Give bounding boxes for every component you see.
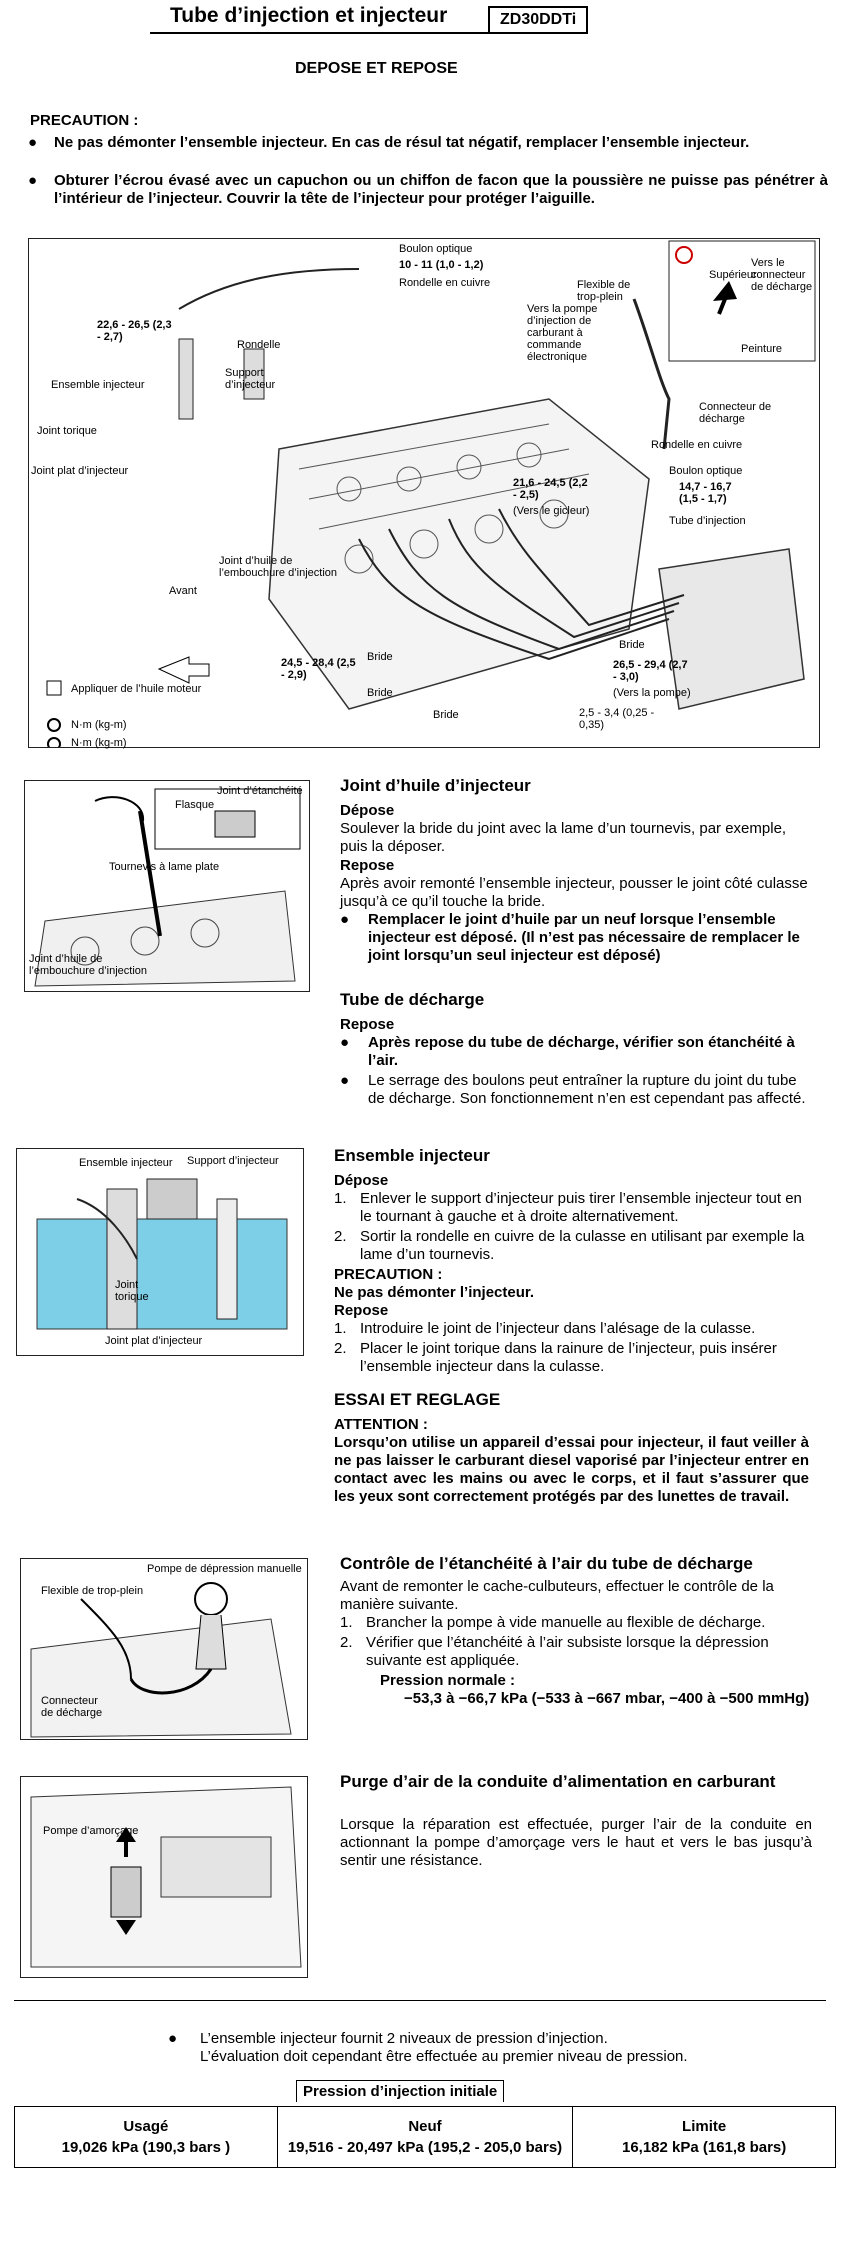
table-row (15, 2107, 836, 2168)
subheading-repose: Repose (340, 1016, 395, 1033)
repose-bullet-text: Remplacer le joint d’huile par un neuf lorsque l’ensemble injecteur est déposé. (Il n’est pas nécessaire de remplacer le joint lorsqu’un seul injecteur est déposé) (368, 911, 800, 964)
label-vers-connecteur: Vers le connecteur de décharge (751, 257, 813, 293)
bullet-icon: ● (340, 1034, 350, 1051)
label-boulon-optique: Boulon optique (669, 465, 743, 477)
label-connecteur: Connecteur de décharge (41, 1695, 103, 1719)
list-text: Brancher la pompe à vide manuelle au flexible de décharge. (366, 1614, 766, 1631)
cell-value: 19,516 - 20,497 kPa (195,2 - 205,0 bars) (287, 2139, 563, 2156)
list-item (334, 1228, 809, 1266)
list-item (340, 1614, 812, 1634)
legend-torque: N·m (kg-m) (71, 719, 127, 731)
label-superieur: Supérieur (709, 269, 757, 281)
label-rondelle-cuivre: Rondelle en cuivre (651, 439, 743, 451)
column-header: Neuf (408, 2118, 442, 2135)
title-underline (150, 32, 585, 34)
figure-joint-huile (24, 780, 310, 992)
label-joint-huile: Joint d’huile de l’embouchure d’injection (219, 555, 338, 579)
torque-spec: 26,5 - 29,4 (2,7 - 3,0) (613, 659, 688, 683)
list-number: 2. (334, 1340, 347, 1357)
page-title: Tube d’injection et injecteur (170, 4, 448, 27)
list-number: 1. (334, 1190, 347, 1207)
heading-controle: Contrôle de l’étanchéité à l’air du tube de décharge (340, 1554, 753, 1573)
bullet-icon: ● (340, 911, 350, 928)
precaution-text: Ne pas démonter l’injecteur. (334, 1284, 535, 1301)
precaution-title: PRECAUTION : (334, 1266, 443, 1283)
attention-title: ATTENTION : (334, 1416, 428, 1433)
label-pompe-depression: Pompe de dépression manuelle (147, 1563, 302, 1575)
section-title: DEPOSE ET REPOSE (295, 60, 458, 77)
torque-spec: 2,5 - 3,4 (0,25 - 0,35) (579, 707, 655, 731)
label-ensemble: Ensemble injecteur (79, 1157, 173, 1169)
bullet-icon: ● (340, 1072, 350, 1089)
table-caption: Pression d’injection initiale (296, 2080, 504, 2102)
bullet-icon: ● (28, 172, 38, 189)
repose-text: Après avoir remonté l’ensemble injecteur, pousser le joint côté culasse jusqu’à ce qu’il touche la bride. (340, 875, 808, 910)
table-cell (573, 2107, 836, 2168)
list-item (334, 1190, 809, 1228)
label-tournevis: Tournevis à lame plate (109, 861, 220, 873)
subheading-depose: Dépose (334, 1172, 389, 1189)
torque-spec: 10 - 11 (1,0 - 1,2) (399, 259, 484, 271)
list-number: 1. (340, 1614, 353, 1631)
precaution-text: Ne pas démonter l’ensemble injecteur. En cas de résul tat négatif, remplacer l’ensemble injecteur. (54, 134, 750, 151)
table-cell (15, 2107, 278, 2168)
precaution-item (28, 134, 828, 154)
precaution-item (28, 172, 828, 212)
repose-bullet (340, 911, 810, 971)
label-joint-huile: Joint d’huile de l’embouchure d’injection (29, 953, 148, 977)
legend-oil: Appliquer de l’huile moteur (71, 683, 202, 695)
heading-purge: Purge d’air de la conduite d’alimentation en carburant (340, 1772, 776, 1791)
list-text: Enlever le support d’injecteur puis tirer l’ensemble injecteur tout en le tournant à gauche et à droite alternativement. (360, 1190, 802, 1225)
label-support: Support d’injecteur (187, 1155, 279, 1167)
heading-tube-decharge: Tube de décharge (340, 990, 485, 1009)
normal-pressure-value: −53,3 à −66,7 kPa (−533 à −667 mbar, −400 à −500 mmHg) (404, 1690, 810, 1707)
list-number: 2. (334, 1228, 347, 1245)
label-ensemble: Ensemble injecteur (51, 379, 145, 391)
bullet-icon: ● (28, 134, 38, 151)
label-vers-pompe: Vers la pompe d’injection de carburant à commande électronique (527, 303, 598, 363)
attention-text: Lorsqu’on utilise un appareil d’essai pour injecteur, il faut veiller à ne pas laisser le carburant diesel vaporisé par l’injecteur entrer en contact avec les mains ou avec le corps, et il faut s’assurer que les yeux sont correctement protégés par des lunettes de travail. (334, 1434, 809, 1505)
subheading-depose: Dépose (340, 802, 395, 819)
label-rondelle-cuivre: Rondelle en cuivre (399, 277, 491, 289)
model-badge: ZD30DDTi (488, 6, 588, 34)
label-joint-torique: Joint torique (115, 1279, 149, 1303)
label-joint-etancheite: Joint d’étanchéité (217, 785, 303, 797)
purge-text: Lorsque la réparation est effectuée, purger l’air de la conduite en actionnant la pompe d’amorçage vers le haut et vers le bas jusqu’à sentir une résistance. (340, 1816, 812, 1869)
list-number: 1. (334, 1320, 347, 1337)
label-joint-plat: Joint plat d’injecteur (31, 465, 129, 477)
figure-controle (20, 1558, 308, 1740)
label-tube-injection: Tube d’injection (669, 515, 746, 527)
label-joint-plat: Joint plat d’injecteur (105, 1335, 203, 1347)
divider (14, 2000, 826, 2001)
cell-value: 19,026 kPa (190,3 bars ) (61, 2139, 231, 2156)
label-vers-pompe: (Vers la pompe) (613, 687, 691, 699)
label-bride: Bride (367, 687, 393, 699)
list-text: Sortir la rondelle en cuivre de la culasse en utilisant par exemple la lame d’un tournevis. (360, 1228, 805, 1263)
torque-spec: 24,5 - 28,4 (2,5 - 2,9) (281, 657, 356, 681)
precaution-title: PRECAUTION : (30, 112, 139, 129)
tube-bullet (340, 1034, 810, 1070)
torque-spec: 21,6 - 24,5 (2,2 - 2,5) (513, 477, 588, 501)
list-text: Vérifier que l’étanchéité à l’air subsiste lorsque la dépression suivante est appliquée. (366, 1634, 769, 1669)
column-header: Usagé (123, 2118, 169, 2135)
label-flexible: Flexible de trop-plein (577, 279, 631, 303)
label-pompe-amorcage: Pompe d’amorçage (43, 1825, 139, 1837)
column-header: Limite (682, 2118, 727, 2135)
heading-ensemble: Ensemble injecteur (334, 1146, 490, 1165)
label-rondelle: Rondelle (237, 339, 281, 351)
label-peinture: Peinture (741, 343, 782, 355)
main-exploded-diagram (28, 238, 820, 748)
bullet-icon: ● (168, 2030, 178, 2047)
precaution-text: Obturer l’écrou évasé avec un capuchon ou un chiffon de facon que la poussière ne puisse pas pénétrer à l’intérieur de l’injecteur. Couvrir la tête de l’injecteur pour protéger l’aiguille. (54, 172, 828, 207)
table-cell (277, 2107, 573, 2168)
label-vers-gicleur: (Vers le gicleur) (513, 505, 590, 517)
subheading-repose: Repose (340, 857, 395, 874)
heading-essai: ESSAI ET REGLAGE (334, 1390, 501, 1409)
list-text: Placer le joint torique dans la rainure de l’injecteur, puis insérer l’ensemble injecteur dans la culasse. (360, 1340, 777, 1375)
tube-bullet-text: Après repose du tube de décharge, vérifier son étanchéité à l’air. (368, 1034, 795, 1069)
label-bride: Bride (619, 639, 645, 651)
normal-pressure-title: Pression normale : (380, 1672, 516, 1689)
injector-illustration (17, 1149, 303, 1355)
legend-torque: N·m (kg-m) (71, 737, 127, 749)
subheading-repose: Repose (334, 1302, 389, 1319)
torque-spec: 14,7 - 16,7 (1,5 - 1,7) (679, 481, 732, 505)
label-support: Support d’injecteur (225, 367, 276, 391)
torque-spec: 22,6 - 26,5 (2,3 - 2,7) (97, 319, 172, 343)
injection-pressure-table (14, 2106, 836, 2168)
label-bride: Bride (367, 651, 393, 663)
figure-purge (20, 1776, 308, 1978)
label-connecteur: Connecteur de décharge (699, 401, 772, 425)
note-line: L’ensemble injecteur fournit 2 niveaux de pression d’injection. (200, 2030, 608, 2047)
controle-intro: Avant de remonter le cache-culbuteurs, effectuer le contrôle de la manière suivante. (340, 1578, 774, 1613)
label-bride: Bride (433, 709, 459, 721)
label-flexible: Flexible de trop-plein (41, 1585, 144, 1597)
label-boulon-optique: Boulon optique (399, 243, 473, 255)
tube-bullet (340, 1072, 810, 1128)
cell-value: 16,182 kPa (161,8 bars) (621, 2139, 787, 2156)
figure-ensemble-injecteur (16, 1148, 304, 1356)
tube-bullet-text: Le serrage des boulons peut entraîner la rupture du joint du tube de décharge. Son fonctionnement n’en est cependant pas affecté. (368, 1072, 806, 1107)
label-joint-torique: Joint torique (37, 425, 97, 437)
list-item (334, 1320, 809, 1340)
label-flasque: Flasque (175, 799, 215, 811)
priming-pump-illustration (21, 1777, 307, 1977)
list-item (340, 1634, 812, 1672)
list-text: Introduire le joint de l’injecteur dans l’alésage de la culasse. (360, 1320, 756, 1337)
heading-joint-huile: Joint d’huile d’injecteur (340, 776, 531, 795)
list-number: 2. (340, 1634, 353, 1651)
label-avant: Avant (169, 585, 197, 597)
list-item (334, 1340, 809, 1378)
depose-text: Soulever la bride du joint avec la lame d’un tournevis, par exemple, puis la déposer. (340, 820, 787, 855)
note-line: L’évaluation doit cependant être effectuée au premier niveau de pression. (200, 2048, 688, 2065)
